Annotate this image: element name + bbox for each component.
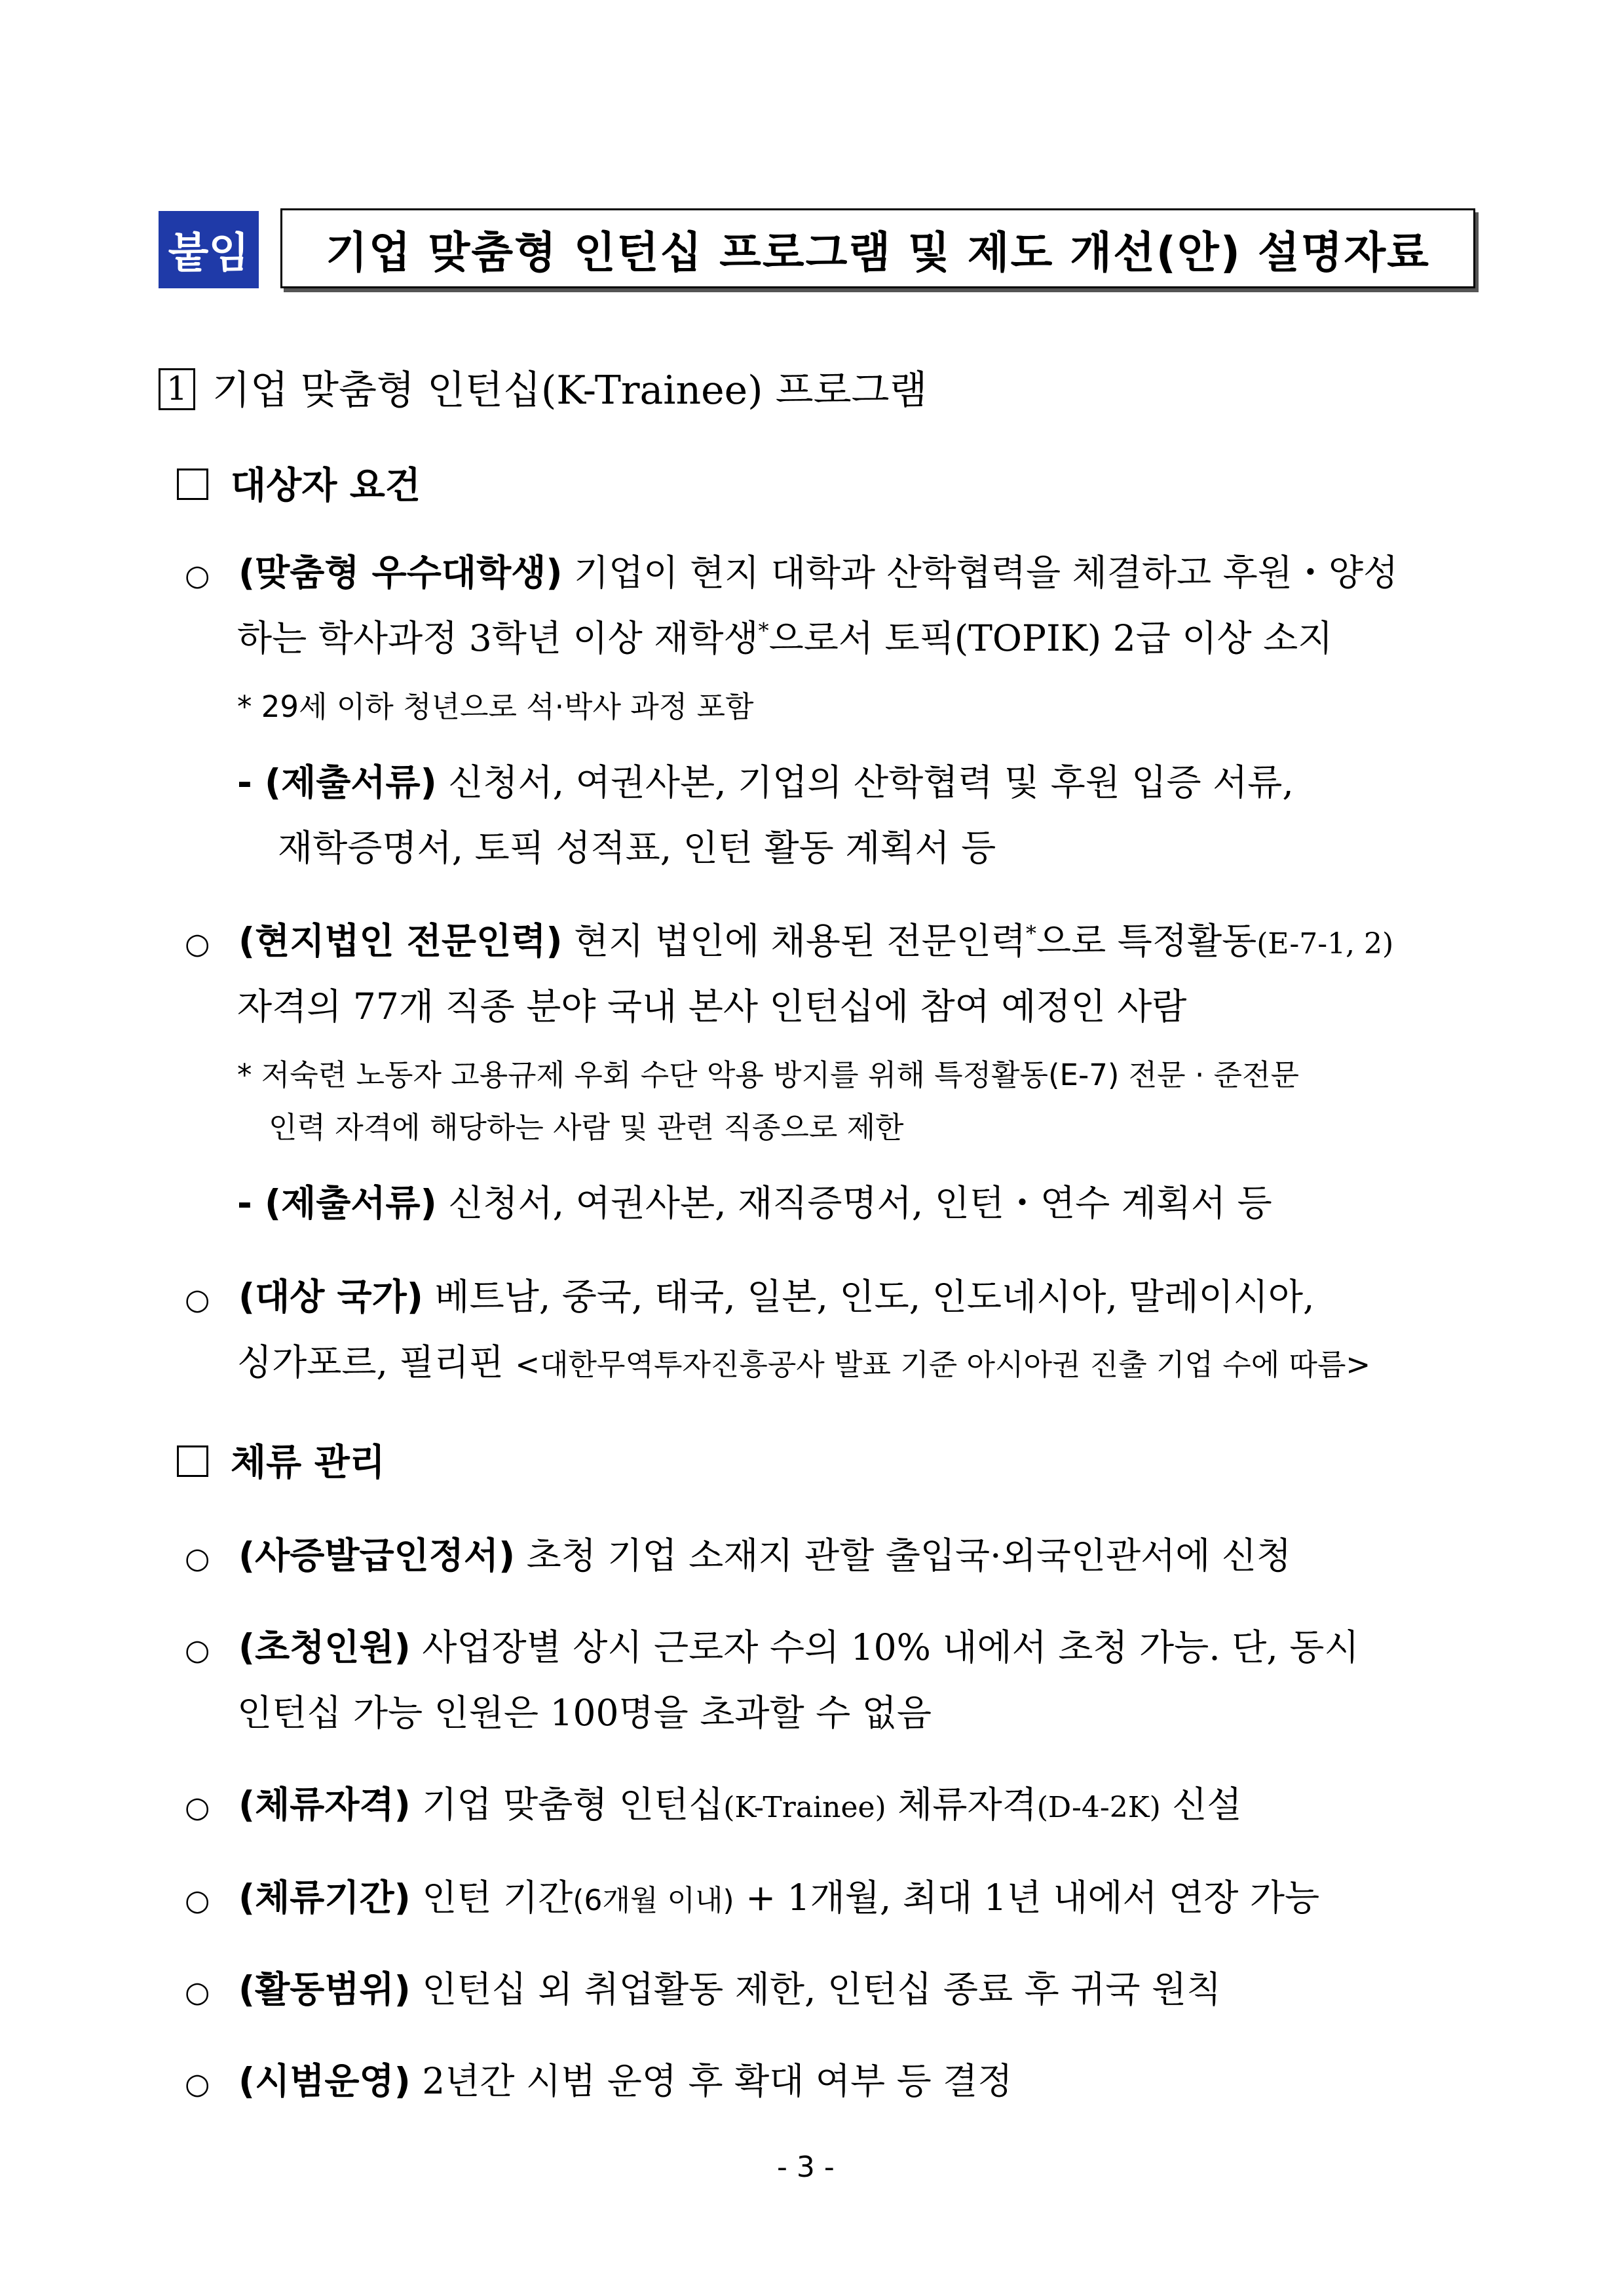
item-text: 인턴 기간	[410, 1877, 573, 1919]
footnote-mark: *	[1025, 921, 1036, 946]
item-label: (사증발급인정서)	[238, 1535, 516, 1577]
section-number: 1	[159, 368, 195, 410]
footnote-mark: *	[758, 618, 769, 643]
bullet-circle-icon: ○	[185, 1884, 210, 1917]
item-text: 초청 기업 소재지 관할 출입국·외국인관서에 신청	[515, 1535, 1292, 1577]
item-text: 사업장별 상시 근로자 수의 10% 내에서 초청 가능. 단, 동시	[410, 1626, 1359, 1668]
item-text-small: (K-Trainee)	[723, 1791, 886, 1824]
item-text-small: (E-7-1, 2)	[1256, 927, 1394, 961]
bullet-circle-icon: ○	[185, 1542, 210, 1575]
item-text-small: (6개월 이내)	[573, 1884, 734, 1917]
list-item	[185, 1961, 1221, 2012]
item-text: 기업이 현지 대학과 산학협력을 체결하고 후원・양성	[562, 552, 1399, 594]
section-title: 기업 맞춤형 인턴십(K-Trainee) 프로그램	[212, 368, 928, 413]
subsection-title: 체류 관리	[231, 1441, 385, 1484]
list-item	[185, 1268, 1314, 1320]
item-label: (초청인원)	[238, 1626, 411, 1668]
item-note: <대한무역투자진흥공사 발표 기준 아시아권 진출 기업 수에 따름>	[515, 1347, 1371, 1382]
item-text: 현지 법인에 채용된 전문인력	[562, 920, 1026, 962]
item-text-line	[237, 1333, 1370, 1385]
docs-text: 신청서, 여권사본, 기업의 산학협력 및 후원 입증 서류,	[436, 761, 1294, 803]
bullet-circle-icon: ○	[185, 927, 210, 961]
checkbox-square-icon	[177, 469, 208, 500]
page-number: - 3 -	[777, 2151, 835, 2184]
docs-label: - (제출서류)	[237, 761, 437, 803]
item-text-line: 인턴십 가능 인원은 100명을 초과할 수 없음	[237, 1692, 932, 1734]
item-text-small: (D-4-2K)	[1036, 1791, 1161, 1824]
item-text-line	[237, 609, 1332, 661]
item-label: (체류자격)	[238, 1784, 411, 1826]
item-text-line: 자격의 77개 직종 분야 국내 본사 인턴십에 참여 예정인 사람	[237, 985, 1187, 1027]
bullet-circle-icon: ○	[185, 559, 210, 592]
item-text: 베트남, 중국, 태국, 일본, 인도, 인도네시아, 말레이시아,	[423, 1276, 1315, 1318]
item-text: 신설	[1160, 1784, 1242, 1826]
section-heading	[159, 359, 927, 415]
item-text: 싱가포르, 필리핀	[237, 1341, 516, 1383]
attachment-badge: 붙임	[159, 211, 259, 288]
docs-text: 신청서, 여권사본, 재직증명서, 인턴・연수 계획서 등	[436, 1182, 1272, 1224]
list-item	[185, 544, 1398, 596]
item-text: 체류자격	[886, 1784, 1037, 1826]
item-text: 하는 학사과정 3학년 이상 재학생	[237, 617, 759, 659]
item-label: (대상 국가)	[238, 1276, 423, 1318]
docs-line	[237, 754, 1294, 805]
footnote-line-2: 인력 자격에 해당하는 사람 및 관련 직종으로 제한	[269, 1110, 904, 1145]
docs-label: - (제출서류)	[237, 1182, 437, 1224]
footnote: * 저숙련 노동자 고용규제 우회 수단 악용 방지를 위해 특정활동(E-7) 전문 · 준전문	[237, 1058, 1299, 1092]
list-item	[185, 1869, 1319, 1921]
subsection-title: 대상자 요건	[231, 464, 421, 507]
bullet-circle-icon: ○	[185, 1791, 210, 1824]
bullet-circle-icon: ○	[185, 1283, 210, 1316]
subsection-heading-stay	[177, 1434, 385, 1486]
item-text: 기업 맞춤형 인턴십	[410, 1784, 724, 1826]
item-text: 2년간 시범 운영 후 확대 여부 등 결정	[410, 2060, 1013, 2102]
item-label: (현지법인 전문인력)	[238, 920, 563, 962]
footnote: * 29세 이하 청년으로 석·박사 과정 포함	[237, 689, 754, 724]
checkbox-square-icon	[177, 1445, 208, 1477]
item-text: 으로서 토픽(TOPIK) 2급 이상 소지	[768, 617, 1333, 659]
item-label: (활동범위)	[238, 1968, 411, 2010]
page-title: 기업 맞춤형 인턴십 프로그램 및 제도 개선(안) 설명자료	[280, 208, 1475, 288]
bullet-circle-icon: ○	[185, 1634, 210, 1667]
list-item	[185, 1618, 1359, 1670]
item-label: (시범운영)	[238, 2060, 411, 2102]
item-text: 인턴십 외 취업활동 제한, 인턴십 종료 후 귀국 원칙	[410, 1968, 1222, 2010]
bullet-circle-icon: ○	[185, 1976, 210, 2009]
subsection-heading-eligibility	[177, 457, 421, 509]
list-item	[185, 1776, 1242, 1827]
item-text: 으로 특정활동	[1036, 920, 1257, 962]
list-item	[185, 2052, 1012, 2104]
list-item	[185, 1527, 1291, 1578]
item-label: (체류기간)	[238, 1877, 411, 1919]
docs-line-2: 재학증명서, 토픽 성적표, 인턴 활동 계획서 등	[278, 827, 996, 869]
item-label: (맞춤형 우수대학생)	[238, 552, 563, 594]
list-item	[185, 912, 1393, 964]
bullet-circle-icon: ○	[185, 2067, 210, 2101]
item-text: + 1개월, 최대 1년 내에서 연장 가능	[734, 1877, 1320, 1919]
docs-line	[237, 1174, 1272, 1226]
